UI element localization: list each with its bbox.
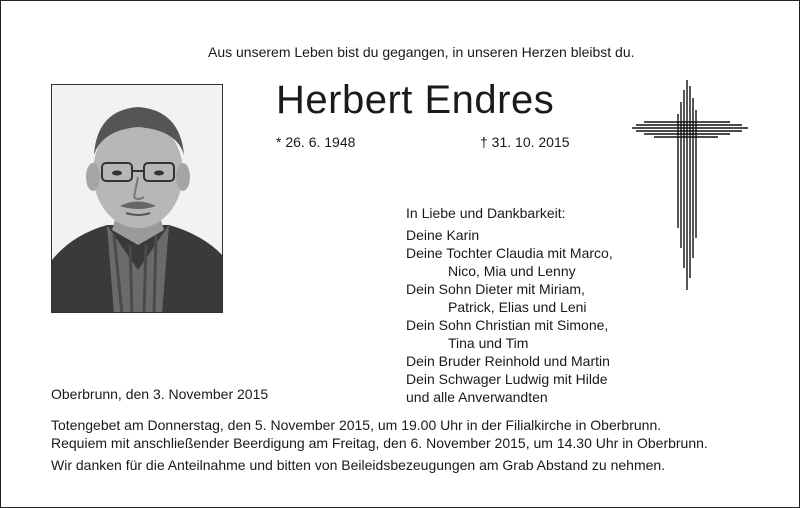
family-line: Dein Sohn Dieter mit Miriam, — [406, 281, 585, 297]
cross-icon — [630, 78, 750, 293]
family-line: und alle Anverwandten — [406, 389, 548, 405]
family-line: Tina und Tim — [448, 335, 529, 351]
family-line: Dein Sohn Christian mit Simone, — [406, 317, 609, 333]
requiem-note: Requiem mit anschließender Beerdigung am Freitag, den 6. November 2015, um 14.30 Uhr in Oberbrunn. — [51, 435, 708, 451]
birth-date: * 26. 6. 1948 — [276, 134, 356, 150]
family-line: Dein Schwager Ludwig mit Hilde — [406, 371, 608, 387]
service-notes — [51, 416, 708, 474]
place-date: Oberbrunn, den 3. November 2015 — [51, 386, 269, 402]
motto-text: Aus unserem Leben bist du gegangen, in unseren Herzen bleibst du. — [208, 44, 635, 60]
deceased-name: Herbert Endres — [276, 78, 555, 122]
portrait-photo — [51, 84, 223, 313]
family-line: Patrick, Elias und Leni — [448, 299, 587, 315]
totengebet-note: Totengebet am Donnerstag, den 5. November 2015, um 19.00 Uhr in der Filialkirche in Oberbrunn. — [51, 417, 662, 433]
family-intro: In Liebe und Dankbarkeit: — [406, 205, 566, 221]
family-line: Deine Karin — [406, 227, 480, 243]
family-list — [406, 204, 613, 406]
family-line: Nico, Mia und Lenny — [448, 263, 576, 279]
thanks-note: Wir danken für die Anteilnahme und bitten von Beileidsbezeugungen am Grab Abstand zu nehmen. — [51, 457, 666, 473]
death-date: † 31. 10. 2015 — [480, 134, 570, 150]
family-line: Dein Bruder Reinhold und Martin — [406, 353, 610, 369]
family-line: Deine Tochter Claudia mit Marco, — [406, 245, 613, 261]
